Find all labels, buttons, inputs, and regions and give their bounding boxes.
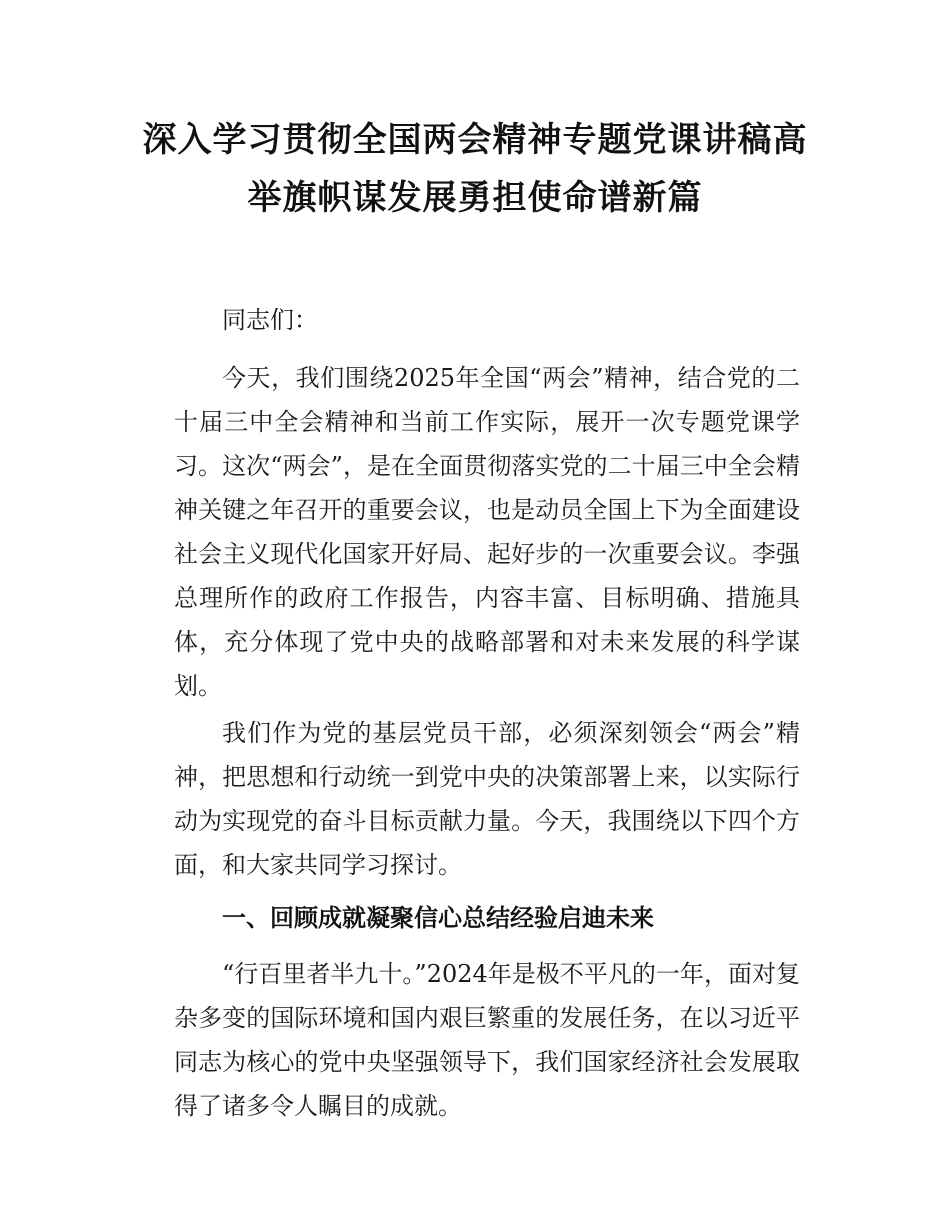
paragraph-1: 今天，我们围绕2025年全国“两会”精神，结合党的二十届三中全会精神和当前工作实际，展开一次专题党课学习。这次“两会”，是在全面贯彻落实党的二十届三中全会精神关键之年召开的重要会议，也是动员全国上下为全面建设社会主义现代化国家开好局、起好步的一次重要会议。李强总理所作的政府工作报告，内容丰富、目标明确、措施具体，充分体现了党中央的战略部署和对未来发展的科学谋划。: [174, 364, 800, 700]
section-heading-1: 一、回顾成就凝聚信心总结经验启迪未来: [222, 904, 654, 932]
section-1-paragraph: “行百里者半九十。”2024年是极不平凡的一年，面对复杂多变的国际环境和国内艰巨繁重的发展任务，在以习近平同志为核心的党中央坚强领导下，我们国家经济社会发展取得了诸多令人瞩目的成就。: [174, 960, 800, 1120]
document-title-line-2: 举旗帜谋发展勇担使命谱新篇: [247, 178, 703, 218]
salutation: 同志们：: [222, 306, 318, 334]
document-title-line-1: 深入学习贯彻全国两会精神专题党课讲稿高: [142, 120, 808, 160]
paragraph-2: 我们作为党的基层党员干部，必须深刻领会“两会”精神，把思想和行动统一到党中央的决策部署上来，以实际行动为实现党的奋斗目标贡献力量。今天，我围绕以下四个方面，和大家共同学习探讨。: [174, 719, 800, 879]
